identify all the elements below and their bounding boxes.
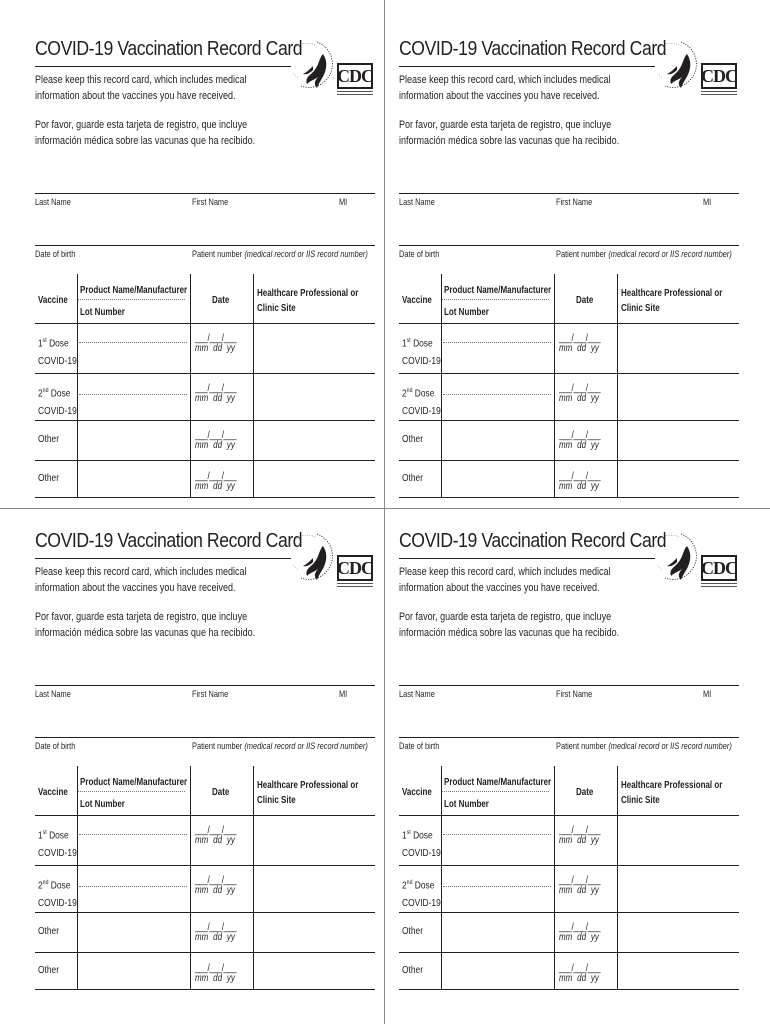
hcp-col-header-line1: Healthcare Professional or (621, 288, 723, 299)
vaccine-name-cell (38, 824, 77, 862)
vaccine-table-header (399, 274, 739, 324)
date-blanks: ___/___/___ (559, 963, 601, 974)
dob-field-line[interactable] (35, 737, 375, 738)
column-divider (77, 766, 78, 990)
vaccine-name: Other (38, 472, 60, 484)
date-blanks: ___/___/___ (559, 875, 601, 886)
date-col-header: Date (576, 295, 594, 306)
cdc-logo-tagline-lines (701, 583, 737, 591)
card-title: COVID-19 Vaccination Record Card (399, 529, 667, 552)
cdc-logo (337, 555, 373, 593)
column-divider (554, 274, 555, 498)
date-blanks: ___/___/___ (559, 471, 601, 482)
vaccine-col-header: Vaccine (38, 295, 68, 306)
hcp-col-header-line1: Healthcare Professional or (621, 780, 723, 791)
dose-number: 1st Dose (38, 337, 69, 350)
dose-number: 2nd Dose (402, 879, 435, 892)
last-name-label: Last Name (35, 197, 71, 208)
dose-number: 2nd Dose (402, 387, 435, 400)
middle-initial-label: MI (703, 197, 712, 208)
vaccine-name-cell (38, 874, 77, 912)
date-format-hint: mm dd yy (559, 393, 599, 404)
column-divider (190, 274, 191, 498)
vaccination-record-card (399, 0, 741, 492)
vaccine-row (399, 324, 739, 374)
vaccine-name-cell (402, 431, 423, 448)
vaccine-row (35, 421, 375, 461)
patient-number-label (556, 741, 732, 752)
date-format-hint: mm dd yy (195, 393, 235, 404)
cdc-logo (701, 63, 737, 101)
hcp-col-header-line1: Healthcare Professional or (257, 780, 359, 791)
patient-number-note: (medical record or IIS record number) (244, 249, 368, 260)
intro-english: Please keep this record card, which includes medical information about the vaccines you have received. (399, 74, 611, 102)
lot-col-header: Lot Number (444, 307, 489, 318)
vaccine-row (35, 816, 375, 866)
product-col-header: Product Name/Manufacturer (80, 777, 188, 788)
vaccine-name-cell (402, 382, 441, 420)
dob-field-line[interactable] (399, 737, 739, 738)
date-blanks: ___/___/___ (559, 430, 601, 441)
middle-initial-label: MI (339, 689, 348, 700)
product-lot-divider (77, 791, 185, 792)
title-underline (35, 66, 291, 67)
card-title: COVID-19 Vaccination Record Card (35, 37, 303, 60)
cdc-logo (337, 63, 373, 101)
hhs-seal-icon (293, 36, 341, 102)
vaccine-name-cell (402, 470, 423, 487)
vaccine-name-cell (38, 332, 77, 370)
dob-label: Date of birth (35, 741, 76, 752)
first-name-label: First Name (556, 197, 593, 208)
date-blanks: ___/___/___ (195, 471, 237, 482)
last-name-label: Last Name (35, 689, 71, 700)
date-input[interactable] (195, 383, 253, 409)
vaccine-row (35, 374, 375, 421)
lot-col-header: Lot Number (80, 307, 125, 318)
dob-field-line[interactable] (35, 245, 375, 246)
hcp-col-header-line2: Clinic Site (257, 303, 296, 314)
dob-field-line[interactable] (399, 245, 739, 246)
name-field-line[interactable] (35, 193, 375, 194)
date-format-hint: mm dd yy (559, 973, 599, 984)
intro-spanish: Por favor, guarde esta tarjeta de registro, que incluye información médica sobre las vacunas que ha recibido. (399, 119, 620, 147)
column-divider (253, 274, 254, 498)
date-input[interactable] (195, 430, 253, 456)
column-divider (617, 766, 618, 990)
cdc-logo-text: CDC (701, 555, 737, 581)
vaccine-name: Other (402, 925, 424, 937)
date-input[interactable] (195, 333, 253, 359)
patient-number-label (556, 249, 732, 260)
date-format-hint: mm dd yy (195, 481, 235, 492)
product-lot-input[interactable] (443, 834, 551, 835)
product-col-header: Product Name/Manufacturer (444, 777, 552, 788)
date-format-hint: mm dd yy (559, 481, 599, 492)
first-name-label: First Name (192, 689, 229, 700)
vaccine-col-header: Vaccine (38, 787, 68, 798)
vaccine-name: COVID-19 (402, 354, 441, 367)
cdc-logo-text: CDC (337, 555, 373, 581)
vaccine-name: Other (38, 925, 60, 937)
vaccine-name-cell (402, 332, 441, 370)
date-format-hint: mm dd yy (195, 973, 235, 984)
date-blanks: ___/___/___ (559, 383, 601, 394)
date-format-hint: mm dd yy (559, 343, 599, 354)
date-input[interactable] (559, 963, 617, 989)
date-format-hint: mm dd yy (559, 932, 599, 943)
date-input[interactable] (559, 383, 617, 409)
product-col-header: Product Name/Manufacturer (444, 285, 552, 296)
date-format-hint: mm dd yy (559, 440, 599, 451)
hhs-seal-icon (293, 528, 341, 594)
date-col-header: Date (212, 787, 230, 798)
card-title: COVID-19 Vaccination Record Card (35, 529, 303, 552)
column-divider (441, 274, 442, 498)
hcp-col-header-line2: Clinic Site (621, 303, 660, 314)
dose-number: 1st Dose (402, 337, 433, 350)
date-blanks: ___/___/___ (195, 430, 237, 441)
hcp-col-header-line2: Clinic Site (621, 795, 660, 806)
dob-label: Date of birth (399, 741, 440, 752)
vaccine-name: COVID-19 (38, 404, 77, 417)
date-format-hint: mm dd yy (559, 885, 599, 896)
date-blanks: ___/___/___ (559, 333, 601, 344)
patient-number-text: Patient number (556, 249, 607, 260)
date-col-header: Date (576, 787, 594, 798)
first-name-label: First Name (192, 197, 229, 208)
intro-spanish: Por favor, guarde esta tarjeta de registro, que incluye información médica sobre las vacunas que ha recibido. (35, 611, 256, 639)
dose-number: 1st Dose (402, 829, 433, 842)
cdc-logo-tagline-lines (337, 91, 373, 99)
vaccine-name: COVID-19 (38, 846, 77, 859)
product-lot-input[interactable] (79, 394, 187, 395)
vaccine-name: COVID-19 (402, 896, 441, 909)
column-divider (617, 274, 618, 498)
last-name-label: Last Name (399, 197, 435, 208)
vaccine-row (35, 913, 375, 953)
middle-initial-label: MI (339, 197, 348, 208)
patient-number-text: Patient number (556, 741, 607, 752)
patient-number-label (192, 249, 368, 260)
date-blanks: ___/___/___ (195, 875, 237, 886)
vaccine-row (35, 866, 375, 913)
date-input[interactable] (559, 430, 617, 456)
product-lot-divider (441, 299, 549, 300)
product-col-header: Product Name/Manufacturer (80, 285, 188, 296)
product-lot-divider (77, 299, 185, 300)
vaccine-name-cell (402, 874, 441, 912)
vaccine-table-header (35, 274, 375, 324)
last-name-label: Last Name (399, 689, 435, 700)
date-blanks: ___/___/___ (559, 922, 601, 933)
cdc-logo-tagline-lines (701, 91, 737, 99)
title-underline (399, 558, 655, 559)
intro-english: Please keep this record card, which includes medical information about the vaccines you have received. (35, 566, 247, 594)
intro-spanish: Por favor, guarde esta tarjeta de registro, que incluye información médica sobre las vacunas que ha recibido. (399, 611, 620, 639)
product-lot-divider (441, 791, 549, 792)
vaccine-name: Other (402, 964, 424, 976)
date-format-hint: mm dd yy (195, 343, 235, 354)
intro-english: Please keep this record card, which includes medical information about the vaccines you have received. (35, 74, 247, 102)
column-divider (253, 766, 254, 990)
vaccine-name-cell (38, 470, 59, 487)
vaccine-col-header: Vaccine (402, 787, 432, 798)
title-underline (35, 558, 291, 559)
vaccine-row (399, 374, 739, 421)
cdc-logo-tagline-lines (337, 583, 373, 591)
vertical-cut-line (384, 0, 385, 1024)
name-field-line[interactable] (399, 685, 739, 686)
date-input[interactable] (195, 825, 253, 851)
date-format-hint: mm dd yy (559, 835, 599, 846)
hcp-col-header-line1: Healthcare Professional or (257, 288, 359, 299)
vaccine-name: COVID-19 (38, 896, 77, 909)
vaccine-row (399, 913, 739, 953)
product-lot-input[interactable] (79, 342, 187, 343)
date-blanks: ___/___/___ (195, 333, 237, 344)
vaccination-record-card (35, 0, 377, 492)
date-col-header: Date (212, 295, 230, 306)
middle-initial-label: MI (703, 689, 712, 700)
name-field-line[interactable] (35, 685, 375, 686)
date-input[interactable] (559, 825, 617, 851)
intro-spanish: Por favor, guarde esta tarjeta de registro, que incluye información médica sobre las vacunas que ha recibido. (35, 119, 256, 147)
dob-label: Date of birth (399, 249, 440, 260)
column-divider (190, 766, 191, 990)
patient-number-note: (medical record or IIS record number) (244, 741, 368, 752)
vaccine-name: Other (402, 472, 424, 484)
date-input[interactable] (195, 922, 253, 948)
dose-number: 2nd Dose (38, 387, 71, 400)
card-title: COVID-19 Vaccination Record Card (399, 37, 667, 60)
column-divider (554, 766, 555, 990)
patient-number-text: Patient number (192, 249, 243, 260)
vaccine-row (399, 421, 739, 461)
vaccine-table-header (35, 766, 375, 816)
vaccine-name-cell (402, 824, 441, 862)
date-blanks: ___/___/___ (195, 383, 237, 394)
vaccine-name: Other (402, 433, 424, 445)
vaccine-row (35, 324, 375, 374)
vaccine-row (35, 953, 375, 990)
date-format-hint: mm dd yy (195, 885, 235, 896)
vaccine-row (399, 866, 739, 913)
vaccine-name: COVID-19 (38, 354, 77, 367)
vaccine-name-cell (402, 923, 423, 940)
first-name-label: First Name (556, 689, 593, 700)
lot-col-header: Lot Number (444, 799, 489, 810)
vaccine-name-cell (38, 431, 59, 448)
date-input[interactable] (559, 333, 617, 359)
intro-english: Please keep this record card, which includes medical information about the vaccines you have received. (399, 566, 611, 594)
column-divider (441, 766, 442, 990)
vaccine-name: COVID-19 (402, 846, 441, 859)
date-input[interactable] (559, 922, 617, 948)
date-input[interactable] (195, 875, 253, 901)
patient-number-note: (medical record or IIS record number) (608, 249, 732, 260)
dob-label: Date of birth (35, 249, 76, 260)
lot-col-header: Lot Number (80, 799, 125, 810)
column-divider (77, 274, 78, 498)
product-lot-input[interactable] (443, 886, 551, 887)
date-blanks: ___/___/___ (195, 922, 237, 933)
vaccine-name: Other (38, 433, 60, 445)
title-underline (399, 66, 655, 67)
vaccine-name-cell (38, 382, 77, 420)
product-lot-input[interactable] (443, 394, 551, 395)
cdc-logo-text: CDC (337, 63, 373, 89)
hhs-seal-icon (657, 36, 705, 102)
product-lot-input[interactable] (79, 886, 187, 887)
vaccine-name-cell (402, 962, 423, 979)
vaccine-name-cell (38, 962, 59, 979)
name-field-line[interactable] (399, 193, 739, 194)
patient-number-text: Patient number (192, 741, 243, 752)
cdc-logo-text: CDC (701, 63, 737, 89)
date-blanks: ___/___/___ (195, 825, 237, 836)
vaccine-name: COVID-19 (402, 404, 441, 417)
vaccine-name: Other (38, 964, 60, 976)
hhs-seal-icon (657, 528, 705, 594)
hcp-col-header-line2: Clinic Site (257, 795, 296, 806)
vaccination-record-card (399, 492, 741, 984)
date-blanks: ___/___/___ (559, 825, 601, 836)
date-format-hint: mm dd yy (195, 835, 235, 846)
dose-number: 1st Dose (38, 829, 69, 842)
patient-number-note: (medical record or IIS record number) (608, 741, 732, 752)
date-input[interactable] (195, 963, 253, 989)
date-blanks: ___/___/___ (195, 963, 237, 974)
vaccine-row (399, 816, 739, 866)
cdc-logo (701, 555, 737, 593)
vaccine-col-header: Vaccine (402, 295, 432, 306)
dose-number: 2nd Dose (38, 879, 71, 892)
date-format-hint: mm dd yy (195, 932, 235, 943)
product-lot-input[interactable] (79, 834, 187, 835)
patient-number-label (192, 741, 368, 752)
date-format-hint: mm dd yy (195, 440, 235, 451)
date-input[interactable] (559, 875, 617, 901)
vaccine-table-header (399, 766, 739, 816)
product-lot-input[interactable] (443, 342, 551, 343)
vaccination-record-card (35, 492, 377, 984)
vaccine-name-cell (38, 923, 59, 940)
vaccine-row (399, 953, 739, 990)
